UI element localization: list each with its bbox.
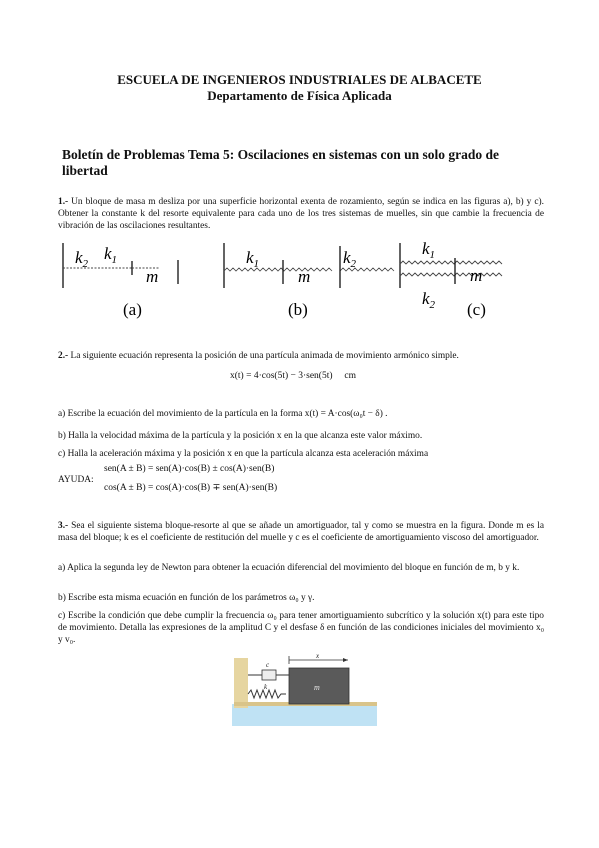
figure-a — [63, 243, 178, 319]
fig-b-caption: (b) — [288, 300, 308, 319]
fig-b-mass: m — [298, 267, 311, 286]
hint-identity-2: cos(A ± B) = cos(A)·cos(B) ∓ sen(A)·sen(B) — [104, 483, 278, 493]
problem-2-part-b: b) Halla la velocidad máxima de la partícula y la posición x en la que alcanza este valor máximo. — [58, 431, 423, 441]
spring-label: k — [264, 683, 268, 691]
problem-3-part-c: c) Escribe la condición que debe cumplir la frecuencia ω₀ para tener amortiguamiento subcrítico y la solución x(t) para este tipo de movimiento. Detalla las expresiones de la amplitud C y el desfase δ en función de las condiciones iniciales del movimiento x₀ y v₀. — [58, 611, 544, 645]
figure-c — [400, 239, 502, 319]
problem-2-number: 2.- — [58, 351, 69, 361]
fig-b-k-left: $k_1$ — [246, 248, 260, 270]
damped-oscillator-figure — [232, 650, 377, 726]
problem-2-equation: x(t) = 4·cos(5t) − 3·sen(5t) cm — [230, 371, 357, 381]
hint-label: AYUDA: — [58, 475, 94, 485]
fig-c-caption: (c) — [467, 300, 486, 319]
problem-1-statement — [58, 196, 544, 232]
fig-a-caption: (a) — [123, 300, 142, 319]
problem-2-part-a: a) Escribe la ecuación del movimiento de la partícula en la forma x(t) = A·cos(ω₀t − δ) . — [58, 409, 388, 419]
figure-b — [224, 243, 394, 319]
problem-3-text: Sea el siguiente sistema bloque-resorte al que se añade un amortiguador, tal y como se muestra en la figura. Donde m es la masa del bloque; k es el coeficiente de restitución del muelle y c es el coeficiente de amortiguamiento viscoso del amortiguador. — [58, 521, 544, 543]
fig-c-k-bottom: $k_2$ — [422, 289, 436, 311]
hint-identity-1: sen(A ± B) = sen(A)·cos(B) ± cos(A)·sen(B) — [104, 464, 275, 474]
fig-a-mass: m — [146, 267, 159, 286]
school-name: ESCUELA DE INGENIEROS INDUSTRIALES DE ALBACETE — [117, 72, 482, 87]
problem-2-statement — [58, 350, 544, 362]
displacement-label: x — [316, 652, 320, 660]
problem-3-part-b: b) Escribe esta misma ecuación en función de los parámetros ω₀ y γ. — [58, 593, 315, 603]
fig-a-k-right: $k_1$ — [104, 244, 118, 266]
fig-c-k-top: $k_1$ — [422, 239, 436, 261]
page-title: Boletín de Problemas Tema 5: Oscilaciones en sistemas con un solo grado de libertad — [62, 147, 500, 178]
spring-figures — [50, 238, 550, 320]
block-mass-label: m — [314, 683, 320, 692]
department-name: Departamento de Física Aplicada — [207, 88, 392, 103]
problem-1-text: Un bloque de masa m desliza por una superficie horizontal exenta de rozamiento, según se indica en las figuras a), b) y c). Obtener la constante k del resorte equivalente para cada uno de los tres sistemas de muelles, sin que cambie la frecuencia de vibración de las oscilaciones resultantes. — [58, 197, 544, 231]
problem-3-number: 3.- — [58, 521, 69, 531]
fig-a-k-left: $k_2$ — [75, 248, 89, 270]
problem-3-statement — [58, 520, 544, 544]
problem-2-part-c: c) Halla la aceleración máxima y la posición x en que la partícula alcanza esta aceleración máxima — [58, 449, 429, 459]
problem-2-text: La siguiente ecuación representa la posición de una partícula animada de movimiento armónico simple. — [68, 351, 459, 361]
fig-c-mass: m — [470, 266, 483, 285]
damper-label: c — [266, 661, 270, 669]
problem-1-number: 1.- — [58, 197, 69, 207]
fig-b-k-right: $k_2$ — [343, 248, 357, 270]
problem-3-part-a: a) Aplica la segunda ley de Newton para obtener la ecuación diferencial del movimiento del bloque en función de m, b y k. — [58, 563, 520, 573]
